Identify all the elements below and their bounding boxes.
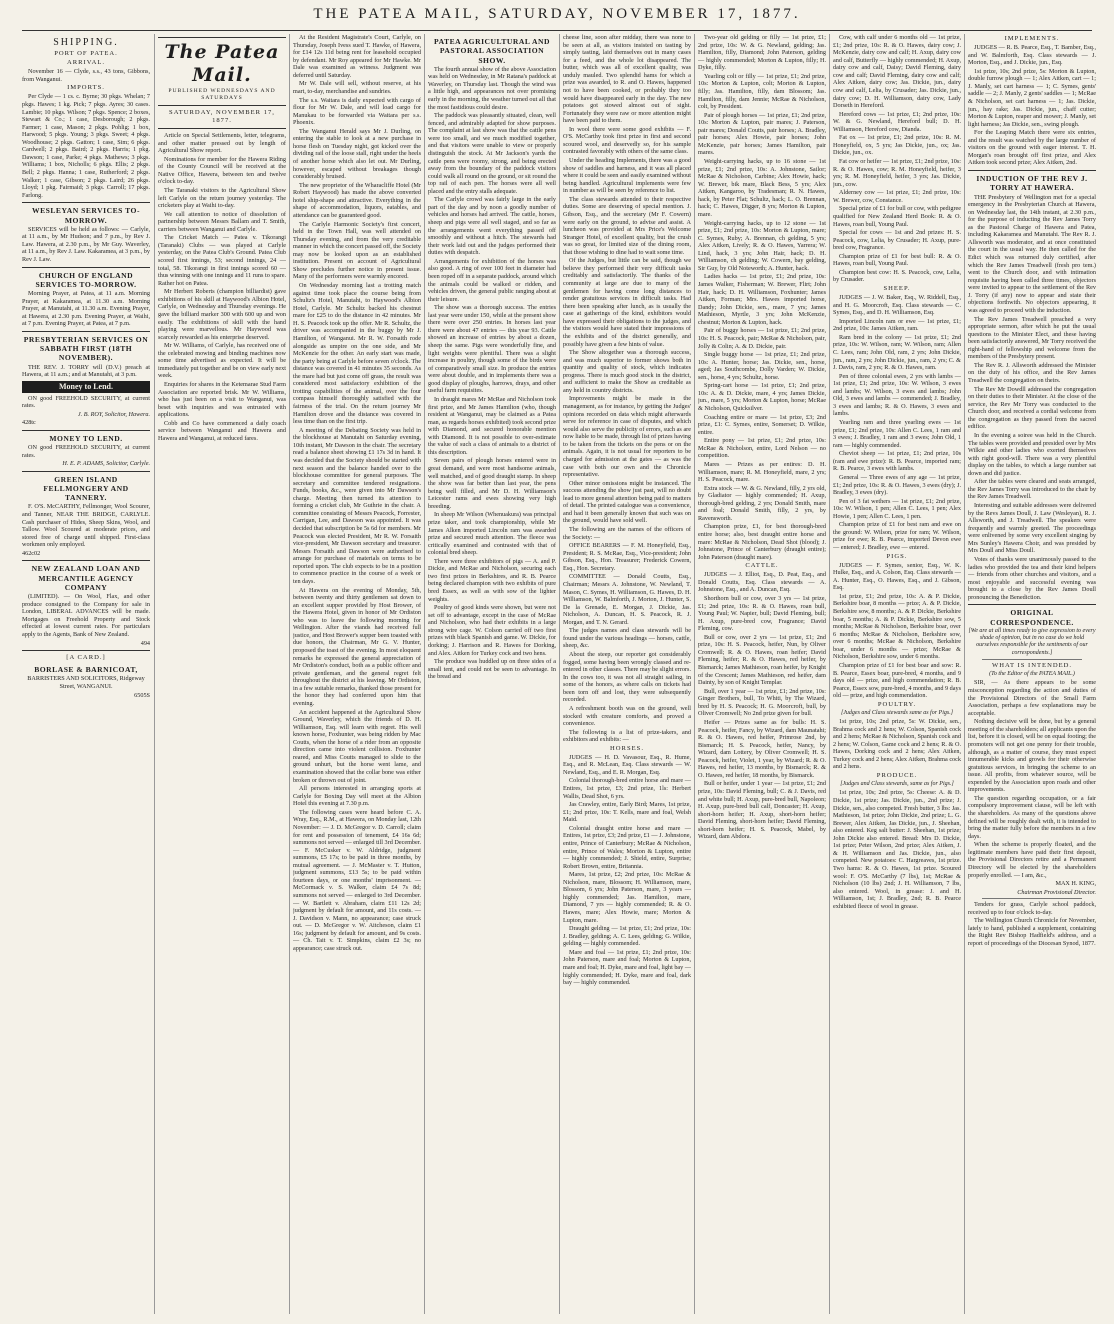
- column-7: [833, 34, 961, 1318]
- prize-list: Special prize of £1 for bull or cow, with pedigree qualified for New Zealand Herd Book: R. & O. Hawes, roan bull, Young Paul.: [833, 205, 961, 228]
- prize-list: Ram bred in the colony — 1st prize, £1; 2nd prize, 10s: W. Wilson, ram; W. Wilson, ram; Allen C. Lees, ram; John Old, ram, 2 yrs; John Dickie, jun., ram, 2 yrs; John Dickie, jun., ram, 2 yrs; C. & J. Davis, ram, 2 yrs; R. & O. Hawes, ram.: [833, 333, 961, 372]
- prize-list: Heifer — Prizes same as for bulls: H. S. Peacock, heifer, Fancy, by Wizard, dam Maunatahi; R. & O. Hawes, red heifer, Primrose 2nd, by Bismarck; H. S. Peacock, heifer, Nancy, by Wizard, dam Lottery, by Oliver Cromwell; H. S. Peacock, heifer, Violet, 1 year, by Wizard; R. & O. Hawes, red heifer, 13 months, by Bismarck; R. & O. Hawes, red heifer, 18 months, by Bismarck.: [698, 718, 826, 779]
- money-heading: Money to Lend.: [22, 381, 150, 393]
- prize-list: Entire pony — 1st prize, £1; 2nd prize, 10s: McRae & Nicholson, entire, Lord Nelson — no competition.: [698, 437, 826, 460]
- article-paragraph: There were three exhibitors of pigs — A. and P. Dickie, and McRae and Nicholson, securing each two first prizes in Berkshires, and R. B. Pearce being declared champion with two exhibits of pure bred Essex, as well as with sow of the lighter weights.: [428, 557, 556, 603]
- article-paragraph: About the steep, our reporter got considerably fogged, some having been wrongly classed and re-entered in other classes. There may be slight errors. In the cows too, it was not all straight sailing, in some of the honors, as where calls on tickets had been torn off and lost, they were subsequently recorded.: [563, 651, 691, 704]
- paper-title: The Patea Mail.: [164, 41, 280, 87]
- prize-list: Weight-carrying hacks, up to 16 stone — 1st prize, £1; 2nd prize, 10s: A. Johnstone, Sailor; McRae & Nicholson, Carbine; Alex Howie, hack; W. Brewer, bik mare, Black Bess, 5 yrs; Alex Aitken, Kangaroo, by Tradesman; R. N. Hawes, hack, by Peter Flat; Schultz, hack; L. O. Brennan, hack; C. Hawes, Digger, 8 yrs; Morton & Lupton, mare.: [698, 158, 826, 218]
- article-paragraph: Improvements might be made in the management, as for instance, by getting the Judges' opinions recorded on data which might afterwards serve for reference in case of disputes, and which would also serve the publicity of errors, such as are now liable to be made, through list of prizes having to be taken from the tickets on the pens or on the animals. Again, it is not usual for reporters to be charged for admission at the gates — as was the case with both our own and the Chronicle representative.: [563, 395, 691, 479]
- article-paragraph: The Rev Mr Dowdll addressed the congregation on their duties to their Minister. At the close of the service, the Rev Mr Torry was conducted to the Church door, and received a cordial welcome from the congregation as they passed from the sacred edifice.: [968, 385, 1096, 431]
- prize-list: Hereford cows — 1st prize, £1; 2nd prize, 10s: W. & G. Newland, Hereford bull; D. H. Williamson, Hereford cow, Dianda.: [833, 110, 961, 133]
- church-heading: CHURCH OF ENGLAND SERVICES TO-MORROW.: [35, 270, 137, 289]
- imports-text: Per Clyde — 1 cs. c. Byrne; 30 pkgs. Whelan; 7 pkgs. Hawes; 1 kg. Pick; 7 pkgs. Ayres; 30 cases. Lambie; 10 pkgs. Wilson; 7 pkgs. Spence; 2 boxes, Stewart & Co.; 1 case, Desborough; 2 pkgs. Farmer; 1 case, Mason; 2 pkgs. Pohlig; 1 box, Harwood; 5 pkgs. Young; 3 pkgs. Sweet; 4 pkgs. Woodhouse; 2 pkgs. Gatton; 1 case, Sim; 6 pkgs. Cardwell; 2 pkgs. Baird; 2 pkgs. Harris; 1 pkg. Dawson; 1 case, Parke; 4 pkgs. Mathews; 3 pkgs. Williams; 1 box, Nicholls; 6 pkgs. Ellis; 2 pkgs. Bell; 2 pkgs. Hanna; 1 case, Rutherford; 2 pkgs. Walker; 1 case, Gibson; 2 pkgs. Laird; 26 pkgs. Lloyd; 1 pkg. Fairmaid; 3 pkgs. Carroll; 17 pkgs. Farlong.: [22, 93, 150, 199]
- article-paragraph: The following are the names of the officers of the Society: —: [563, 526, 691, 541]
- article-paragraph: The class stewards attended to their respective duties. Some are deserving of special mention. J. Gibson, Esq., and the secretary (Mr F. Cowern) were early on the ground, to advise and assist. A luncheon was provided at Mrs Price's Welcome Stranger Hotel, of excellent quality, but the crush was so great, for limited size of the dining room, that those wishing to dine had to wait some time.: [563, 195, 691, 256]
- fellmongery-text: F. O'S. McCARTHY, Fellmonger, Wool Scourer, and Tanner, NEAR THE BRIDGE, CARLYLE. Cash purchaser of Hides, Sheep Skins, Wool, and Tallow. Wool Scoured at moderate prices, and stored free of charge until shipped. First-class workmen only employed.: [22, 503, 150, 549]
- show-report-heading: PATEA AGRICULTURAL AND PASTORAL ASSOCIATION SHOW.: [434, 37, 550, 65]
- money-ad-text-2: ON good FREEHOLD SECURITY, at current rates.: [22, 444, 150, 459]
- column-rule: [424, 34, 425, 1314]
- prize-list: Fat ox — 1st prize, £1; 2nd prize, 10s: R. M. Honeyfield, ox, 5 yrs; Jas Dickie, jun., ox; Jas. Dickie, jun., ox.: [833, 134, 961, 157]
- fellmongery-heading: GREEN ISLAND FELLMONGERY AND TANNERY.: [43, 474, 129, 503]
- article-paragraph: Nominations for member for the Hawera Riding of the County Council will be received at the Native Office, Hawera, between ten and twelve o'clock to-day.: [158, 155, 286, 186]
- wesleyan-heading: WESLEYAN SERVICES TO-MORROW.: [31, 206, 140, 225]
- prize-list: Coaching entire or mare — 1st prize, £3; 2nd prize, £1: C. Symes, entire, Somerset; D. Wilkie, entire.: [698, 413, 826, 436]
- prize-list: Pen of 3 fat wethers — 1st prize, £1; 2nd prize, 10s: W. Wilson, 1 pen; Allen C. Lees, 1 pen; Alex Howie, 1 pen; Allen C. Lees, 1 pen.: [833, 497, 961, 520]
- article-paragraph: The Wanganui Herald says Mr J. Durling, on entering the stable to look at a new purchase in horse flesh on Tuesday night, got kicked over the dividing rail of the loose stall, right under the heels of another horse which also let out. Mr Durling, however, escaped without breakages though considerably bruised.: [293, 127, 421, 181]
- prize-list: Yearling colt or filly — 1st prize, £1; 2nd prize, 10s: Morton & Lupton, colt; Morton & Lupton, filly; Jas. Hamilton, filly, dam Blossom; Jas. Hamilton, filly, dam Jennie; McRae & Nicholson, colt, by President.: [698, 72, 826, 111]
- money-ad-signature: J. B. ROY, Solicitor, Hawera.: [77, 410, 150, 418]
- prize-list: Champion prize of £1 for best boar and sow: R. B. Pearce, Essex boar, pure-bred, 4 months, and 9 days old — prize, and high commendation; R. B. Pearce, Essex sow, pure-bred, 4 months, and 9 days old — prize, and high commendation.: [833, 661, 961, 700]
- judges-line: JUDGES — F. Symes, senior, Esq., W. K. Hulke, Esq., and A. Colson, Esq. Class stewards — A. Hunter, Esq., O. Hawes, Esq., and J. Gibson, Esq.: [833, 561, 961, 592]
- letter-signature: MAX H. KING,: [1055, 880, 1096, 888]
- article-paragraph: Mr W. Williams, of Carlyle, has received one of the celebrated mowing and binding machines now some time advertised as expected. It will be immediately put together and be on view early next week.: [158, 342, 286, 380]
- church-text: Morning Prayer, at Patea, at 11 a.m. Morning Prayer, at Kakaramea, at 11.30 a.m. Morning Prayer, at Manutahi, at 11.30 a.m. Evening Prayer, at Hawera, at 2.30 p.m. Evening Prayer, at Waihi, at 7 p.m. Evening Prayer, at Patea, at 7 p.m.: [22, 290, 150, 328]
- prize-list: Bull or heifer, under 1 year — 1st prize, £1; 2nd prize, 10s: David Fleming, bull; C. & J. Davis, red and white bull; H. Axup, pure-bred bull, Napoleon; H. Axup, pure-bred bull calf, Doncaster; H. Axup, short-horn heifer; H. Axup, short-horn heifer; David Fleming, short-horn heifer; David Fleming, short-horn heifer; H. S. Peacock, Mabel, by Wizard, dam Abdora.: [698, 780, 826, 841]
- masthead: THE PATEA MAIL, SATURDAY, NOVEMBER 17, 1877.: [313, 6, 801, 22]
- column-rule: [829, 34, 830, 1314]
- article-paragraph: Tenders for grass, Carlyle school paddock, received up to four o'clock to-day.: [968, 901, 1096, 916]
- prize-list: Single buggy horse — 1st prize, £1; 2nd prize, 10s: A. Hunter, horse; Jas. Dickie, sen., horse, aged; Jas Southcombe, Dolly Varden; W. Dickie, sen., horse, 4 yrs; Schultz, horse.: [698, 351, 826, 381]
- column-rule: [694, 34, 695, 1314]
- article-paragraph: Mr W. Dale will sell, without reserve, at his mart, to-day, merchandise and sundries.: [293, 80, 421, 95]
- article-paragraph: A meeting of the Debating Society was held in the blockhouse at Manutahi on Saturday evening, 10th instant, Mr Dawson in the chair. The secretary read a balance sheet showing £1 17s 3d in hand. It was decided that the Society should be started with next season and the balance handed over to the blockhouse committee for general purposes. The secretary and committee tendered resignations. Funds, books, &c., were given into Mr Dawson's charge. Meeting then turned its attention to forming a cricket club, Mr Guthrie in the chair. A committee consisting of Messrs Peacock, Forrester, Carrigan, Lee, and Dawson was appointed. It was decided that subscription be 5s 6d for members. Mr Peacock was elected President, Mr R. W. Forsaith vice-president, Mr Dawson secretary and treasurer. Messrs Forsaith and Dawson were authorised to arrange for purchase of materials on terms to be reported upon. The club expects to be in a position to commence practice in the course of a week or ten days.: [293, 426, 421, 585]
- column-5: [563, 34, 691, 1318]
- judges-line: JUDGES — J. Elliot, Esq., D. Peat, Esq., and Donald Coutts, Esq. Class stewards — A. Johnstone, Esq., and A. Duncan, Esq.: [698, 571, 826, 594]
- prize-list: Extra stock — W. & G. Newland, filly, 2 yrs old, by Gladiator — highly commended; H. Axup, thorough-bred gelding, 2 yrs; Donald Smith, mare and foal; Donald Smith, filly, 2 yrs, by Ravensworth.: [698, 484, 826, 522]
- correspondence-note: [We are at all times ready to give expression to every shade of opinion, but in no case do we hold ourselves responsible for the sentiments of our correspondents.]: [968, 627, 1096, 656]
- card-name: BORLASE & BARNICOAT,: [34, 665, 138, 675]
- prize-list: Mare and foal — 1st prize, £1; 2nd prize, 10s: John Paterson, mare and foal; Morton & Lupton, mare and foal; H. Dyke, mare and foal, light bay — highly commended; H. Dyke, mare and foal, dark bay — highly commended.: [563, 948, 691, 987]
- article-paragraph: A refreshment booth was on the ground, well stocked with creature comforts, and proved a convenience.: [563, 704, 691, 728]
- judges-line: [Judges and Class stewards same as for Pigs.]: [840, 709, 954, 716]
- imports-heading: IMPORTS.: [67, 84, 105, 92]
- letter-signature-title: Chairman Provisional Director.: [1017, 888, 1096, 896]
- dateline: SATURDAY, NOVEMBER 17, 1877.: [169, 108, 275, 124]
- column-3: [293, 34, 421, 1318]
- masthead-rule: [22, 30, 1092, 31]
- article-paragraph: An accident happened at the Agricultural Show Ground, Waverley, which the friends of D. H. Williamson, Esq. will learn with regret. His well known horse, Foxhunter, was being ridden by Mac Coutts, when the horse of a rider from an opposite direction came into violent collision. Foxhunter reared, and Miss Coutts managed to slide to the ground unhurt, but the horse went lame, and examination showed that the collar bone was either broken or thrown out of joint.: [293, 708, 421, 784]
- ad-number: 462c02: [22, 549, 41, 557]
- prize-list: Spring-cart horse — 1st prize, £1; 2nd prize, 10s: A. & D. Dickie, mare, 4 yrs; James Dickie, jun., mare, 5 yrs; Morton & Lupton, horse; McRae & Nicholson, Quicksilver.: [698, 382, 826, 412]
- ad-number: 428tc: [22, 419, 36, 427]
- prize-list: 1st prize, £1; 2nd prize, 10s: A. & P. Dickie, Berkshire boar, 8 months — prize; A. & P. Dickie, Berkshire sow, 8 months; A. & P. Dickie, Berkshire boar, 5 months; A. & P. Dickie, Berkshire sow, 5 months; McRae & Nicholson, Berkshire boar, over 6 months; McRae & Nicholson, Berkshire sow, over 6 months; McRae & Nicholson, Berkshire boar, under 6 months — prize; McRae & Nicholson, Berkshire sow, under 6 months.: [833, 592, 961, 661]
- prize-list: General — Three ewes of any age — 1st prize, £1; 2nd prize, 10s: R. & O. Hawes, 3 ewes (dry); J. Bradley, 3 ewes (dry).: [833, 473, 961, 497]
- arrival-text: November 16 — Clyde, s.s., 43 tons, Gibbons, from Wanganui.: [22, 68, 150, 83]
- pigs-heading: PIGS.: [886, 552, 908, 560]
- prize-list: Special for cows — 1st and 2nd prizes: H. S. Peacock, cow, Lelia, by Crusader; H. Axup, pure-bred cow, Fragrance.: [833, 229, 961, 252]
- nzloan-heading: NEW ZEALAND LOAN AND MERCANTILE AGENCY COMPANY: [31, 564, 141, 592]
- prize-list: Colonial draught entire horse and mare — Entires, 1st prize, £3; 2nd prize, £1 — J. Johnstone, entire, Prince of Canterbury; McRae & Nicholson, entire, Prince of Wales; Morton & Lupton, entire — highly commended; J. Shield, entire, Surprise; Robert Brown, entire, Britannia.: [563, 824, 691, 870]
- prize-list: Yearling ram and three yearling ewes — 1st prize, £1; 2nd prize, 10s: Allen C. Lees, 1 ram and 3 ewes; J. Bradley, 1 ram and 3 ewes; John Old, 1 ram — highly commended.: [833, 419, 961, 449]
- letter-heading: WHAT IS INTENDED.: [991, 662, 1073, 670]
- presbyterian-text: THE REV. J. TORRY will (D.V.) preach at Hawera, at 11 a.m.; and at Manutahi, at 3 p.m.: [22, 363, 150, 379]
- wesleyan-text: SERVICES will be held as follows: — Carlyle, at 11 a.m., by Mr Hudson; and 7 p.m., by Rev J. Law. Hawera, at 2.30 p.m., by Mr Guy. Waverley, at 11 a.m., by Rev J. Law. Kakaramea, at 3 p.m., by Rev J. Law.: [22, 225, 150, 264]
- article-paragraph: The judges names and class stewards will be found under the various headings — horses, cattle, sheep, &c.: [563, 627, 691, 650]
- judges-line: JUDGES — R. B. Pearce, Esq., T. Bamber, Esq., and W. Balmforth, Esq. Class stewards — J. Morton, Esq., and J. Dickie, jun., Esq.: [968, 44, 1096, 67]
- ad-number: 494: [140, 639, 150, 647]
- article-paragraph: The Cricket Match — Patea v. Tikorangi (Taranaki) Clubs — was played at Carlyle yesterday, on the Patea Club's Ground. Patea Club scored first innings, 53; second innings, 24 — total, 58. Tikorangi in first innings scored 60 — thus winning with one innings and 11 runs to spare. Rather hot on Patea.: [158, 234, 286, 287]
- column-2: [158, 34, 286, 1318]
- shipping-heading: SHIPPING.: [53, 37, 119, 48]
- prize-list: Champion prize of £1 for best bull: R. & O. Hawes, roan bull, Young Paul.: [833, 252, 961, 268]
- column-rule: [964, 34, 965, 1314]
- prize-list: 1st prize, 10s; 2nd prize, 5s: W. Dickie, sen., Brahma cock and 2 hens; W. Colson, Spanish cock and 2 hens; McRae & Nicholson, Spanish cock and 2 hens; W. Colson, Game cock and 2 hens; R. & O. Hawes, Dorking cock and 2 hens; Alex Aitken, Turkey cock and 2 hens; Alex Aitken, Brahma cock and 2 hens.: [833, 718, 961, 771]
- judges-line: JUDGES — H. D. Vavasour, Esq., R. Hume, Esq., and R. McLean, Esq. Class stewards — W. Newland, Esq., and E. R. Morgan, Esq.: [563, 753, 691, 776]
- article-paragraph: Poultry of good kinds were shown, but were not set off to advantage, except in the case of McRae and Nicholson, who had their exhibits in a large strong wire cage. W. Colson carried off two first prizes with black Spanish and game. W. Dickie, for dorking; J. Harrison and R. Hawes for Dorking, and Alex. Aitken for Turkey cock and two hens.: [428, 604, 556, 657]
- article-paragraph: The Rev R. J. Allsworth addressed the Minister on the duty of his office, and the Rev James Treadwell the congregation on theirs.: [968, 361, 1096, 385]
- article-paragraph: The Rev James Treadwell preached a very appropriate sermon, after which he put the usual questions to the Minister Elect, and these having been satisfactorily answered, Mr Torry received the right-hand of fellowship and welcome from the members of the Presbytery present.: [968, 315, 1096, 361]
- article-paragraph: OFFICE BEARERS — F. M. Honeyfield, Esq., President; R. S. McRae, Esq., Vice-president; John Gibson, Esq., Hon. Treasurer; Frederick Cowern, Esq., Hon. Secretary.: [563, 542, 691, 572]
- money-ad-text: ON good FREEHOLD SECURITY, at current rates.: [22, 394, 150, 410]
- article-paragraph: The Carlyle Harmonic Society's first concert, held in the Town Hall, was well attended on Thursday evening, and from the very creditable manner in which the concert passed off, the Society may now be looked upon as an established institution. Present on account of Agricultural Show precludes further notice in present issue. Many of the performers were warmly encored.: [293, 220, 421, 281]
- article-paragraph: Votes of thanks were unanimously passed to the ladies who provided the tea and their kind helpers — friends from other churches and visitors, and a most enjoyable and successful evening was brought to a close by the Rev James Doull pronouncing the Benediction.: [968, 555, 1096, 601]
- letter-paragraph: Nothing decisive will be done, but by a general meeting of the shareholders; all applicants upon the list, before it is closed, will be on equal footing; the promoters will not get one penny for their trouble, although, as a matter of course, they must expect innumerable kicks and growls for their otherwise gratuitous services, in bringing the scheme to an issue. All profits, from whatever source, will be expended by the Association upon roads and other improvements.: [968, 718, 1096, 794]
- article-paragraph: The paddock was pleasantly situated, clean, well fenced, and admirably adapted for show purposes. The complaint at last show was that the cattle pens were too small, and we much modified together, and that visitors were unable to view or properly distinguish the stock. At Mr Jackson's yards the cattle pens were roomy, strong, and being erected away from the boundary of the paddock visitors could walk all round on the ground, or sit round the top rail of each pen. The horses were all well placed and the entry stalls adequate.: [428, 112, 556, 195]
- judges-line: [Judges and Class stewards, same as for Pigs.]: [840, 781, 954, 788]
- article-paragraph: We call attention to notice of dissolution of partnership between Messrs Ballam and T. Smith, carriers between Wanganui and Carlyle.: [158, 210, 286, 233]
- induction-heading: INDUCTION OF THE REV J. TORRY AT HAWERA.: [976, 174, 1088, 193]
- money-ad-signature-2: H. E. P. ADAMS, Solicitor, Carlyle.: [62, 460, 150, 468]
- prize-list: Champion best cow: H. S. Peacock, cow, Lelia, by Crusader.: [833, 268, 961, 284]
- arrival-heading: ARRIVAL.: [66, 59, 106, 67]
- column-6: [698, 34, 826, 1318]
- article-paragraph: Under the heading Implements, there was a good show of saddles and harness, and it was all placed where it could be seen and easily examined without being handled. Agricultural implements were few in number as will be seen by reference to list.: [563, 157, 691, 195]
- article-paragraph: cheese line, soon after midday, there was none to be seen at all, as visitors insisted on tasting by simply tasting, laid themselves out in many cases for a feed, and the whole lot disappeared. The butter, which was all of excellent quality, was unduly mauled. Two splendid hams for which a prize was awarded, to R. and O. Hawes, happened not to have been cooked, or probably they too would have disappeared early in the day. The new potatoes got stowed almost out of sight. Fortunately they were raw or more attention might have been paid to them.: [563, 34, 691, 125]
- letter-address: (To the Editor of the PATEA MAIL.): [989, 671, 1075, 678]
- correspondence-heading: ORIGINAL CORRESPONDENCE.: [990, 608, 1074, 627]
- article-paragraph: Interesting and suitable addresses were delivered by the Revs James Doull, J. Law (Wesleyan), R. J. Allsworth, and J. Treadwell. The speakers were frequently and warmly greeted. The proceedings were enlivened by some very excellent singing by Mrs Sunley's Hawera Choir, and was presided by Mrs Doull and Miss Doull.: [968, 502, 1096, 555]
- article-paragraph: In wool there were some good exhibits — F. O'S. McCarthy took first prize in first and second scoured wool, and deservedly so, for his sample contrasted favorably with others of the same class.: [563, 125, 691, 156]
- prize-list: 1st prize, 10s; 2nd prize, 5s: Morton & Lupton, double furrow plough — 1; Alex Aitken, cart — 1; J. Manly, set cart harness — 1; C. Symes, gents' saddle — 2; J. Manly, 2 gents' saddles — 1; McRae & Nicholson, set cart harness — 1; Jas. Dickie, jun., hay rake; Jas. Dickie, jun., chaff cutter; Morton & Lupton, reaper and mower; J. Manly, set light harness; Jas Dickie, sen., swing plough.: [968, 67, 1096, 128]
- article-paragraph: All persons interested in arranging sports at Carlyle for Boxing Day will meet at the Albion Hotel this evening at 7.30 p.m.: [293, 785, 421, 808]
- prize-list: Jas Crawley, entire, Early Bird; Mares, 1st prize, £1; 2nd prize, 10s: T. Kells, mare and foal, Welsh Maid.: [563, 801, 691, 824]
- prize-list: Pen of three colonial ewes, 2 yrs with lambs — 1st prize, £1; 2nd prize, 10s: W. Wilson, 3 ewes and lambs; W. Wilson, 3 ewes and lambs; John Old, 3 ewes and lambs — commended; J. Bradley, 3 ewes and lambs; R. & O. Hawes, 3 ewes and lambs.: [833, 372, 961, 418]
- article-paragraph: Other minor omissions might be instanced. The success attending the show just past, will no doubt lead to more general attention being paid to matters of detail. The printed catalogue was a convenience, and had it been generally known that such was on the ground, would have sold well.: [563, 479, 691, 525]
- nzloan-text: (LIMITED). — On Wool, Flax, and other produce consigned to the Company for sale in London, LIBERAL ADVANCES will be made. Mortgages on Freehold Property and Stock effected at lowest current rates. For particulars apply to the Agents, Bank of New Zealand.: [22, 593, 150, 638]
- column-1: [22, 34, 150, 1318]
- ad-number: 6505S: [134, 691, 150, 699]
- article-paragraph: In draught mares Mr McRae and Nicholson took first prize, and Mr James Hamilton (who, though resident at Wanganui, may be claimed as a Patea man, as regards horses exhibited) took second prize with Diamond, and secured honorable mention with Diamond. It is not possible to over-estimate the value of such a class of animals to a district of this description.: [428, 395, 556, 456]
- prize-list: Alderney cow — 1st prize, £1; 2nd prize, 10s: W. Brewer, cow, Constance.: [833, 189, 961, 204]
- card-text: BARRISTERS AND SOLICITORS, Ridgeway Street, WANGANUI.: [27, 675, 145, 690]
- presbyterian-heading: PRESBYTERIAN SERVICES ON SABBATH FIRST (18TH NOVEMBER).: [23, 334, 149, 363]
- card-heading: [A CARD.]: [66, 654, 106, 662]
- article-paragraph: After the tables were cleared and seats arranged, the Rev James Torry was introduced to the chair by the Rev James Treadwell.: [968, 478, 1096, 501]
- article-paragraph: On Wednesday morning last a trotting match against time took place the course being from Schultz's Hotel, Manutahi, to Haywood's Albion Hotel, Carlyle. Mr Schultz backed his chestnut mare for £25 to do the distance in 42 minutes. Mr H. S. Peacock took up the offer. Mr R. Schultz, the driver was accompanied in the buggy by Mr J. Hamilton, of Wanganui. Mr R. W. Forsaith rode alongside as umpire on the one side, and Mr McKenzie for the other. An early start was made, the party being at Carlyle before seven o'clock. The distance was covered in 41 minutes 35 seconds. As the mare had but just come off grass, the result was considered most satisfactory exhibition of the trotting capabilities of the animal, over the four compass himself thoroughly satisfied with the fairness of the trial. On the return journey Mr Hamilton drove and the distance was covered in less time than on the first trip.: [293, 282, 421, 426]
- article-paragraph: Enquiries for shares in the Ketemarae Stud Farm Association are reported brisk. Mr W. Williams, who has just been on a visit to Wanganui, was beset with inquiries and was entrusted with applications.: [158, 381, 286, 419]
- prize-list: Bull or cow, over 2 yrs — 1st prize, £1; 2nd prize, 10s: H. S. Peacock, heifer, Nun, by Oliver Cromwell; R. & O. Hawes, roan heifer; David Fleming, heifer; R. & O. Hawes, red heifer, by Bismarck; James Mathieson, roan heifer, by Knight of the Crescent; James Mathieson, red heifer, dam Dainty, by son of Knight Templar.: [698, 633, 826, 687]
- article-paragraph: The new proprietor of the Wharacliffe Hotel (Mr Robert Haywood) has made the above converted hotel ship-shape and attractive. Everything in the shape of accommodation, liquors, eatables, and attendance can be guaranteed good.: [293, 181, 421, 219]
- article-paragraph: The following is a list of prize-takers, and exhibitors and exhibits: —: [563, 728, 691, 744]
- article-paragraph: The Carlyle crowd was fairly large in the early part of the day and by noon a goodly number of vehicles and horses had arrived. The cattle, horses, sheep and pigs were all well staged, and so far as the arrangements went everything passed off smoothly and without a hitch. The stewards had their work laid out and the judges performed their duties with despatch.: [428, 196, 556, 257]
- prize-list: Ladies hacks — 1st prize, £1; 2nd prize, 10s: James Walker, Fisherman; W. Brewer, Flirt; John Hair, hack; D. H. Williamson, Foxhunter; James Aitken, Forman; Mrs. Hawes imported horse, Dandy; John Dickie, sen., mare, 7 yrs; James Mathieson, Myrtle, 3 yrs; John McKenzie, chestnut; Morton & Lupton, hack.: [698, 273, 826, 326]
- column-rule: [154, 34, 155, 1314]
- article-paragraph: Arrangements for exhibition of the horses was also good. A ring of over 100 feet in diameter had been roped off in a separate paddock, around which the animals could be walked or ridden, and vehicles driven, the general public ranging about at their leisure.: [428, 257, 556, 303]
- article-paragraph: The following cases were heard before C. A. Wray, Esq., R.M., at Hawera, on Monday last, 12th November: — J. D. McGregor v. D. Carroll; claim for rent and possession of tenement, £4 16s 6d; summons not served — enlarged till 3rd December. — F. McCusker v. W. Aldridge, judgment summons, £5 17s; to be paid in three months, by mutual agreement. — J. McMaster v. T. Hutton, judgment summons, £13 5s; to be paid within fourteen days, or one months' imprisonment. — McCormack v. S. Walker, claim £4 7s 8d; summons not served — enlarged to 3rd December. — W. Bartlett v. Abraham, claim £11 12s 2d; judgment by default for amount, and 11s costs. — J. Davidson v. Mann, no appearance; case struck out. — D. McGregor v. W. Aitcheson, claim £1 16s; judgment by default for amount, and 9s costs. — Ch. Tait v. T. Simpkins, claim £2 3s; no appearance; case struck out.: [293, 808, 421, 952]
- article-paragraph: The produce was huddled up on three sides of a small tent, and could not be seen to advantage. In the bread and: [428, 658, 556, 681]
- article-paragraph: THE Presbytery of Wellington met for a special emergency in the Presbyterian Church at Hawera, on Wednesday last, the 14th instant, at 2.30 p.m., for the purpose of inducting the Rev James Torry as the Pastoral Charge of Hawera and Patea, including Kakaramea and Manutahi. The Rev R. J. Allsworth was moderator, and at once constituted the court in the usual way. He then called for the Edict which was returned duly certified, after which the Rev James Treadwell (fresh pro tem.) went to the Church door, and with intimation requisite having been called three times, objectors were invited to appear to the settlement of the Rev J. Torry (if any) now to appear and state their objections forthwith. No objectors appearing, it was agreed to proceed with the induction.: [968, 193, 1096, 314]
- article-paragraph: In the evening a soiree was held in the Church. The tables were provided and presided over by Mrs Wilkie and other ladies who exerted themselves with right good-will. There was a very plentiful display on the tables, to which a large number sat down and did justice.: [968, 431, 1096, 477]
- prize-list: Bull, over 1 year — 1st prize, £1; 2nd prize, 10s: Ginger Brothers, bull, To Whiti, by The Wizard, bred by H. S. Peacock; H. G. Moorcroft, bull, by Oliver Cromwell; No 2nd prize given for bull.: [698, 687, 826, 718]
- column-4: [428, 34, 556, 1318]
- article-paragraph: The fourth annual show of the above Association was held on Wednesday, in Mr Ratana's paddock at Waverley, on Thursday last. Though the wind was a little high, and appearances not over promising early in the morning, the weather turned out all that the most fastidious could desire.: [428, 65, 556, 111]
- article-paragraph: The Show altogether was a thorough success, and was much superior to former shows both in quantity and quality of stock, which indicates progress. There is much good stock in the district, and sufficient to make the Show as creditable as any held in country districts.: [563, 349, 691, 394]
- implements-heading: IMPLEMENTS.: [1004, 35, 1060, 42]
- prize-list: Imported Lincoln ram or ewe — 1st prize, £1; 2nd prize, 10s: James Aitken, ram.: [833, 317, 961, 333]
- column-rule: [289, 34, 290, 1314]
- prize-list: Fat cow or heifer — 1st prize, £1; 2nd prize, 10s: R. & O. Hawes, cow; R. M. Honeyfield, heifer, 3 yrs; R. M. Honeyfield, heifer, 3 yrs; Jas. Dickie, jun., cow.: [833, 158, 961, 188]
- article-paragraph: Article on Special Settlements, letter, telegrams, and other matter pressed out by length of Agricultural Show report.: [158, 132, 286, 155]
- prize-list: Draught gelding — 1st prize, £1; 2nd prize, 10s: J. Bradley, gelding; A. C. Lees, gelding; G. Wilkie, gelding — highly commended.: [563, 925, 691, 948]
- prize-list: Weight-carrying hacks, up to 12 stone — 1st prize, £1; 2nd prize, 10s: Morton & Lupton, mare; C. Symes, Ruby; A. Brennan, ch gelding, 5 yrs; Alex Aitken, Lively; R. & O. Hawes, Yarrera; W. Lind, hack, 3 yrs; John Hair, hack; D. H. Williamson, ch gelding; W. Cowern, bay gelding, Sir Guy, by Old Noteworth; A. Hunter, hack.: [698, 219, 826, 272]
- prize-list: Colonial thorough-bred entire horse and mare — Entires, 1st prize, £3; 2nd prize, 1ls: Herbert Wallis, Dead Shot, 6 yrs.: [563, 777, 691, 800]
- article-paragraph: At Hawera on the evening of Monday, 5th, between twenty and thirty gentlemen sat down to an excellent supper provided by Host Brower, of the Hawera Hotel, given in honor of Mr Ordiston who was to leave the following morning for Wellington. After the viands had received full justice, and Host Brower's supper been toasted with due honors, the Chairman, Mr G. V. Hunter, proposed the toast of the evening. In most eloquent remarks he expressed the general appreciation of Mr Ordiston's conduct, both as a public officer and private gentleman, and the general regret felt throughout the district at his leaving. Mr Ordiston, in a few suitable remarks, thanked those present for the honor they had conferred upon him that evening.: [293, 586, 421, 707]
- article-paragraph: At the Resident Magistrate's Court, Carlyle, on Thursday, Joseph Ivess sued T. Hawke, of Hawera, for £14 12s 11d being rent for leasehold occupied by defendant. Mr Roy appeared for Mr Hawke. Mr Dale was examined as witness. Judgment was deferred until Saturday.: [293, 34, 421, 79]
- column-rule: [559, 34, 560, 1314]
- letter-paragraph: SIR, — As there appears to be some misconception regarding the action and duties of the Provisional Directors of the Small Farm Association, perhaps a few explanations may be acceptable.: [968, 679, 1096, 717]
- article-paragraph: The s.s. Waitara is daily expected with cargo of flour for Mr W. Dale, and will load cargo for Manukau to be forwarded via Waitara per s.s. Phoenix.: [293, 96, 421, 127]
- prize-list: Cow, with calf under 6 months old — 1st prize, £1; 2nd prize, 10s: R. & O. Hawes, dairy cow; J. McKenzie, dairy cow and calf; H. Axup, dairy cow and calf, Butterfly — highly commended; H. Axup, dairy cow and calf, Daisy; David Fleming, dairy cow and calf; David Fleming, dairy cow and calf; Alex Aitken, dairy cow; Jas. Dickie, jun., dairy cow and calf, Lelia, by Crusader; Jas. Dickie, jun., dairy cow; D. H. Williamson, dairy cow, Lady Dorseth in Hereford.: [833, 34, 961, 110]
- sheep-heading: SHEEP.: [883, 285, 911, 292]
- prize-list: Mares — Prizes as per entires: D. H. Williamson, mare; R. M. Honeyfield, mare, 2 yrs; H. S. Peacock, mare.: [698, 460, 826, 484]
- prize-list: Pair of plough horses — 1st prize, £1; 2nd prize, 10s: Morton & Lupton, pair mares; J. Paterson, pair mares; Donald Coutts, pair horses; A. Bradley, pair horses; Alex Howie, pair horses; John McKenzie, pair horses; James Hamilton, pair mares.: [698, 111, 826, 157]
- prize-list: Shorthorn bull or cow, over 3 yrs — 1st prize, £1; 2nd prize, 10s: R. & O. Hawes, roan bull, Young Paul; W. Napier, bull; David Fleming, bull; H. Axup, pure-bred cow, Fragrance; David Fleming, cow.: [698, 594, 826, 633]
- article-paragraph: For the Leaping Match there were six entries, and the result was watched by the large number of visitors on the ground with eager interest. T. H. Morgan's roan brought off first prize, and Alex Aitken took second prize; Alex Aitken, 2nd.: [968, 129, 1096, 167]
- article-paragraph: The Wellington Church Chronicle for November, lately to hand, published a supplement, containing the Right Rev Bishop Hadfield's address, and a report of proceedings of the Diocesan Synod, 1877.: [968, 917, 1096, 947]
- prize-list: Champion prize, £1, for best thorough-bred entire horse; also, best draught entire horse and mare: McRae & Nicholson, Dead Shot (blood); J. Johnstone, Prince of Canterbury (draught entire); John Paterson (draught mare).: [698, 523, 826, 561]
- prize-list: Two-year old gelding or filly — 1st prize, £1; 2nd prize, 10s: W. & G. Newland, gelding; Jas. Hamilton, filly, Diamond; John Paterson, gelding — highly commended; Morton & Lupton, filly; H. Dyke, filly.: [698, 34, 826, 72]
- article-paragraph: Of the Judges, but little can be said, though we believe they performed their very difficult tasks creditably and satisfactorily. The thanks of the community at large are due to many of the gentlemen for having come long distances to render gratuitous services in difficult tasks. Had there been speaking after lunch, as is usually the case at gatherings of the kind, exhibitors would have expressed their obligations to the judges, and the visitors would have stated their impressions of the exhibits and of the district generally, and possibly have given a few hints of value.: [563, 257, 691, 348]
- prize-list: Champion prize of £1 for best ram and ewe on the ground: W. Wilson, prize for ram; W. Wilson, prize for ewe; R. B. Pearce, imported Devon ewe — entered; J. Bradley, ewe — entered.: [833, 521, 961, 552]
- cattle-heading: CATTLE.: [745, 562, 779, 570]
- judges-line: JUDGES — J. W. Baker, Esq., W. Riddell, Esq., and H. G. Moorcroft, Esq. Class stewards — C. Symes, Esq., and D. H. Williamson, Esq.: [833, 294, 961, 317]
- article-paragraph: COMMITTEE — Donald Coutts, Esq., Chairman; Messrs A. Johnstone, W. Newland, T. Mason, C. Symes, H. Williamson, G. Hawes, D. H. Williamson, W. Balmforth, J. Morton, J. Hunter, S. De la Grenade, E. Morgan, J. Dickie, Jas. Nicholson, A. Duncan, H. S. Peacock, R. J. Morgan, and T. N. Gerard.: [563, 573, 691, 626]
- prize-list: Mares, 1st prize, £2; 2nd prize, 10s: McRae & Nicholson, mare, Blossom; H. Williamson, mare, Blossom, 6 yrs; John Paterson, mare, 3 years — highly commended; Jas. Hamilton, mare, Diamond, 7 yrs — highly commended; R. & O. Hawes, mare; Alex Howie, mare; Morton & Lupton, mare.: [563, 871, 691, 924]
- article-paragraph: The Taranaki visitors to the Agricultural Show left Carlyle on the return journey yesterday. The cricketers play at Waihi to-day.: [158, 186, 286, 210]
- letter-paragraph: The question regarding occupation, or a fair compulsory improvement clause, will be left with the shareholders. As many of the questions above defined will be roughly dealt with, it is intended to bring the matter fully before the members in a few days.: [968, 794, 1096, 840]
- article-paragraph: Seven pairs of plough horses entered were in great demand, and were most handsome animals, well matched, and of good draught stamp. In sheep the show was far better than last year, the pens being well filled, and Mr D. H. Williamson's Leicester rams and ewes showing very high breeding.: [428, 457, 556, 510]
- column-8: [968, 34, 1096, 1318]
- letter-paragraph: When the scheme is properly floated, and the legitimate members have paid their first deposit, the Provisional Directors retire and a Permanent Directory will be elected by the shareholders properly enrolled. — I am, &c.,: [968, 841, 1096, 879]
- article-paragraph: Cobb and Co have commenced a daily coach service between Wanganui and Hawera and Hawera and Wanganui, at reduced fares.: [158, 419, 286, 442]
- prize-list: Pair of buggy horses — 1st prize, £1; 2nd prize, 10s: H. S. Peacock, pair; McRae & Nicholson, pair, Jolly & Colin; A. & D. Dickie, pair.: [698, 327, 826, 350]
- prize-list: Cheviot sheep — 1st prize, £1; 2nd prize, 10s (ram and ewe prize): R. B. Pearce, imported ram; R. B. Pearce, 3 ewes with lambs.: [833, 450, 961, 473]
- article-paragraph: The show was a thorough success. The entries last year were under 150, while at the present show there were over 250 entries. In horses last year there were about 47 entries — this year 93. Cattle showed an increase of entries by about a dozen, sheep the same. Pigs were wonderfully fine, and light weights were plentiful. There was a slight increase in poultry, though some of the birds were of comparatively small size. In produce the entries were about double, and in implements there was a good display of ploughs, harrows, drays, and other useful farm requisites.: [428, 304, 556, 395]
- prize-list: 1st prize, 10s; 2nd prize, 5s: Cheese: A. & D. Dickie, 1st prize; Jas. Dickie, jun., 2nd prize; J. Dickie, sen., also competed. Fresh butter, 3 lbs: Jas. Mathieson, 1st prize; John Dickie, 2nd prize; L. G. Brewer, Alex Aitken, Jas Dickie, jun., J. Sheehan, also entered. Keg salt butter: J. Sheehan, 1st prize; John Dickie also entered. Bread: Mrs D. Dickie, 1st prize; Peter Wilson, 2nd prize; Alex Aitken, J. & H. Williamson and Jas. Dickie, jun., also competed. New potatoes: C. Hargreaves, 1st prize. Two hams: R. & O. Hawes, 1st prize. Scoured wool: F. O'S. McCarthy (7 lbs), 1st; McRae & Nicholson (10 lbs) 2nd; J. H. Williamson, 7 lbs, also entered. Wool, in grease: J. and H. Williamson, 1st; J. Bradley, 2nd; R. B. Pearce exhibited fleece of wool in grease.: [833, 789, 961, 910]
- produce-heading: PRODUCE.: [876, 772, 918, 780]
- publication-days: PUBLISHED WEDNESDAYS AND SATURDAYS: [168, 88, 276, 102]
- port-heading: PORT OF PATEA.: [54, 50, 118, 58]
- article-paragraph: Mr Herbert Roberts (champion billiardist) gave exhibitions of his skill at Haywood's Albion Hotel, Carlyle, on Wednesday and Thursday evenings. He gave the billiard marker 300 with 600 up and won easily. The exhibitions of skill with the hand playing were marvellous. Mr Haywood was scarcely rewarded as his enterprise deserved.: [158, 288, 286, 341]
- article-paragraph: In sheep Mr Wilson (Whenuakura) was principal prize taker, and took championship, while Mr James Alken imported Lincoln ram was awarded prize and secured much attention. The fleece was critically examined and contrasted with that of colonial bred sheep.: [428, 511, 556, 557]
- horses-heading: HORSES.: [610, 744, 644, 752]
- money-heading-2: MONEY TO LEND.: [49, 433, 123, 443]
- poultry-heading: POULTRY.: [877, 700, 917, 708]
